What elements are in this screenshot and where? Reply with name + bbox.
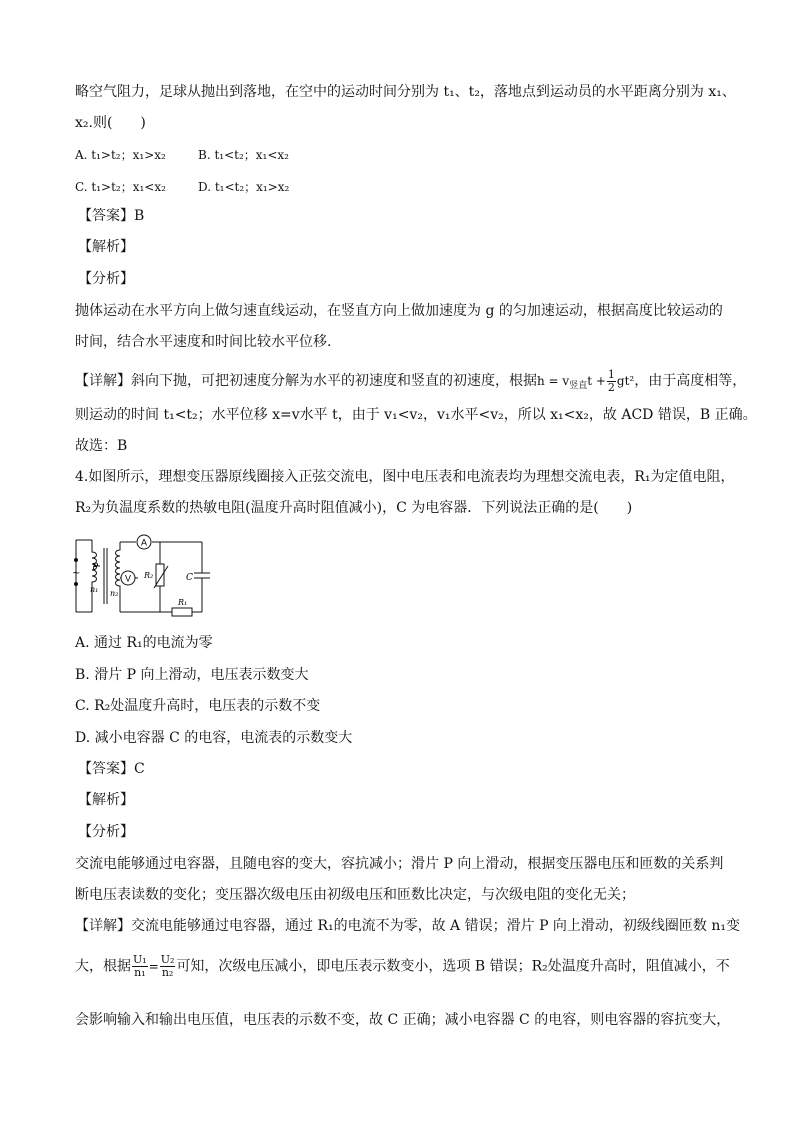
q3-detail-1 bbox=[75, 369, 746, 396]
q4-equals: = bbox=[148, 959, 159, 974]
q3-detail-1-tail: ，由于高度相等， bbox=[634, 373, 747, 389]
q4-detail-2-tail: 可知，次级电压减小，即电压表示数变小，选项 B 错误；R₂处温度升高时，阻值减小，不 bbox=[176, 958, 730, 975]
q4-option-c: C. R₂处温度升高时，电压表的示数不变 bbox=[75, 698, 321, 714]
q3-option-a: A. t₁>t₂；x₁>x₂ bbox=[75, 148, 166, 162]
n1-label: n₁ bbox=[90, 585, 99, 594]
q3-fenxi: 【分析】 bbox=[78, 271, 134, 287]
q3-detail-1-text: 【详解】斜向下抛，可把初速度分解为水平的初速度和竖直的初速度，根据 bbox=[75, 373, 537, 389]
q3-answer: 【答案】B bbox=[78, 208, 145, 224]
ammeter-label: A bbox=[140, 537, 148, 548]
r2-label: R₂ bbox=[144, 571, 154, 580]
q4-detail-2-lead: 大，根据 bbox=[75, 958, 131, 975]
q3-line-2: x₂.则( ) bbox=[75, 115, 146, 131]
primary-coil bbox=[92, 540, 97, 612]
voltmeter-label: V bbox=[124, 573, 132, 584]
q3-analysis-2: 时间，结合水平速度和时间比较水平位移. bbox=[75, 334, 332, 350]
q4-detail-1: 【详解】交流电能够通过电容器，通过 R₁的电流不为零，故 A 错误；滑片 P 向上滑动，初级线圈匝数 n₁变 bbox=[75, 918, 741, 934]
q3-option-c: C. t₁>t₂；x₁<x₂ bbox=[75, 180, 166, 194]
q3-line-1: 略空气阻力，足球从抛出到落地，在空中的运动时间分别为 t₁、t₂，落地点到运动员的水平距离分别为 x₁、 bbox=[75, 84, 736, 100]
q3-conclusion: 故选：B bbox=[75, 438, 128, 454]
q3-jiexi: 【解析】 bbox=[78, 239, 134, 255]
source-label: ~ bbox=[72, 568, 81, 579]
q4-fraction-u1-n1: $\frac{\text{U₁}}{\text{n₁}}$ bbox=[133, 953, 147, 979]
q3-detail-2: 则运动的时间 t₁<t₂；水平位移 x=v水平 t，由于 v₁<v₂，v₁水平<v₂，所以 x₁<x₂，故 ACD 错误，B 正确。 bbox=[75, 407, 757, 423]
q3-formula: $h = v_{竖直}t$ + $\frac{1}{2}$ gt² bbox=[537, 368, 635, 394]
q3-option-d: D. t₁<t₂；x₁>x₂ bbox=[198, 180, 290, 194]
secondary-coil bbox=[116, 542, 121, 612]
n2-label: n₂ bbox=[110, 589, 119, 598]
r1-resistor bbox=[172, 608, 192, 616]
q4-fenxi: 【分析】 bbox=[78, 824, 134, 840]
q4-option-a: A. 通过 R₁的电流为零 bbox=[75, 635, 213, 651]
q3-option-b: B. t₁<t₂；x₁<x₂ bbox=[198, 148, 289, 162]
q4-fraction-u2-n2: $\frac{\text{U₂}}{\text{n₂}}$ bbox=[160, 953, 175, 979]
q3-analysis-1: 抛体运动在水平方向上做匀速直线运动，在竖直方向上做加速度为 g 的匀加速运动，根据高度比较运动的 bbox=[75, 303, 723, 319]
r1-label: R₁ bbox=[178, 598, 188, 607]
q4-detail-2 bbox=[75, 954, 730, 979]
q3-formula-fraction: $\frac{1}{2}$ bbox=[607, 368, 615, 394]
q4-answer: 【答案】C bbox=[78, 761, 145, 777]
q4-detail-3: 会影响输入和输出电压值，电压表的示数不变，故 C 正确；减小电容器 C 的电容，则电容器的容抗变大， bbox=[75, 1012, 731, 1028]
q4-option-d: D. 减小电容器 C 的电容，电流表的示数变大 bbox=[75, 730, 353, 746]
q4-stem-2: R₂为负温度系数的热敏电阻(温度升高时阻值减小)，C 为电容器．下列说法正确的是( ) bbox=[75, 500, 633, 516]
slider-label: P bbox=[92, 563, 99, 573]
q4-analysis-2: 断电压表读数的变化；变压器次级电压由初级电压和匝数比决定，与次级电阻的变化无关； bbox=[75, 887, 635, 903]
circuit-diagram bbox=[72, 530, 212, 620]
q4-option-b: B. 滑片 P 向上滑动，电压表示数变大 bbox=[75, 667, 309, 683]
q4-analysis-1: 交流电能够通过电容器，且随电容的变大，容抗减小；滑片 P 向上滑动，根据变压器电压和匝数的关系判 bbox=[75, 856, 724, 872]
q4-stem-1: 4.如图所示，理想变压器原线圈接入正弦交流电，图中电压表和电流表均为理想交流电表，R₁为定值电阻， bbox=[75, 469, 735, 485]
q4-jiexi: 【解析】 bbox=[78, 792, 134, 808]
capacitor-label: C bbox=[186, 573, 193, 583]
